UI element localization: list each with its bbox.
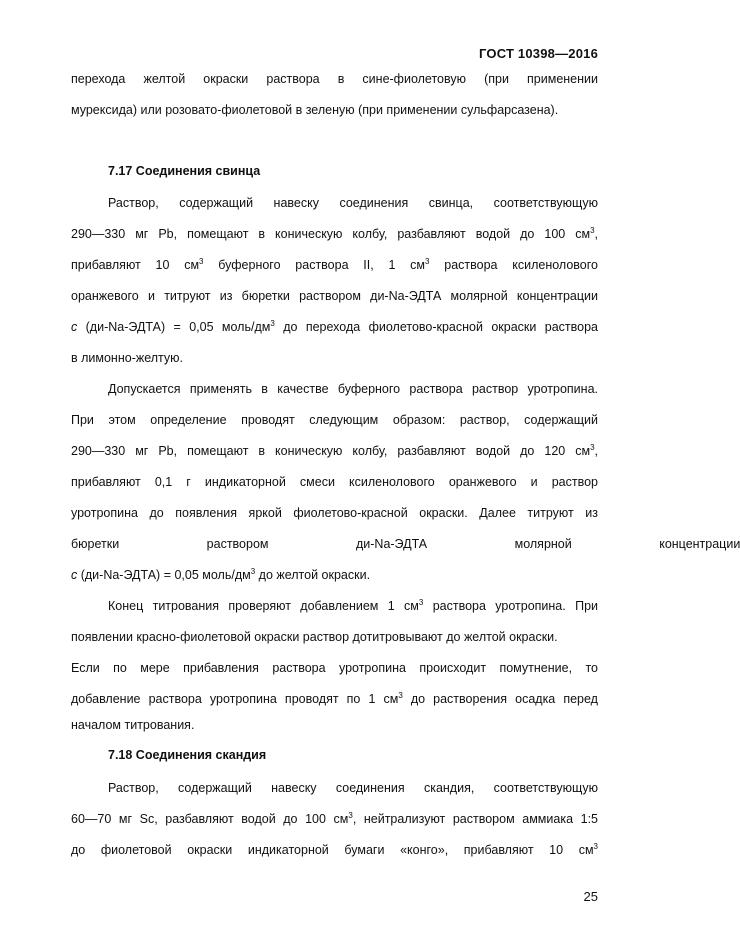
text-line: добавление раствора уротропина проводят по 1 $см^3$ до растворения осадка перед xyxy=(71,691,598,706)
text-line: 60—70 мг Sc, разбавляют водой до 100 $см^3$, нейтрализуют раствором аммиака 1:5 xyxy=(71,811,598,826)
page-number: 25 xyxy=(583,889,598,904)
text-line: прибавляют 0,1 г индикаторной смеси ксиленолового оранжевого и раствор xyxy=(71,475,598,489)
text-line: бюретки раствором ди-Na-ЭДТА молярной концентрации xyxy=(71,537,740,551)
text-line: началом титрования. xyxy=(71,718,195,732)
text-line: до фиолетовой окраски индикаторной бумаги «конго», прибавляют 10 $см^3$ xyxy=(71,842,598,857)
text-line: c (ди-Na-ЭДТА) = 0,05 моль/$дм^3$ до желтой окраски. xyxy=(71,567,371,582)
text-line: Раствор, содержащий навеску соединения скандия, соответствующую xyxy=(108,781,598,795)
text-line: уротропина до появления яркой фиолетово-красной окраски. Далее титруют из xyxy=(71,506,598,520)
text-line: Если по мере прибавления раствора уротропина происходит помутнение, то xyxy=(71,661,598,675)
text-line: 290—330 мг Pb, помещают в коническую колбу, разбавляют водой до 120 $см^3$, xyxy=(71,443,598,458)
text-line: появлении красно-фиолетовой окраски раствор дотитровывают до желтой окраски. xyxy=(71,630,558,644)
text-line: в лимонно-желтую. xyxy=(71,351,184,365)
text-line: Конец титрования проверяют добавлением 1 $см^3$ раствора уротропина. При xyxy=(108,598,598,613)
text-line: оранжевого и титруют из бюретки раствором ди-Na-ЭДТА молярной концентрации xyxy=(71,289,598,303)
section-heading-7-17: 7.17 Соединения свинца xyxy=(108,164,261,178)
text-line: перехода желтой окраски раствора в сине-фиолетовую (при применении xyxy=(71,72,598,86)
text-line: 290—330 мг Pb, помещают в коническую колбу, разбавляют водой до 100 $см^3$, xyxy=(71,226,598,241)
text-line: прибавляют 10 $см^3$ буферного раствора II, 1 $см^3$ раствора ксиленолового xyxy=(71,257,598,272)
text-line: мурексида) или розовато-фиолетовой в зеленую (при применении сульфарсазена). xyxy=(71,103,559,117)
section-heading-7-18: 7.18 Соединения скандия xyxy=(108,748,267,762)
text-line: При этом определение проводят следующим образом: раствор, содержащий xyxy=(71,413,598,427)
text-line: c (ди-Na-ЭДТА) = 0,05 моль/$дм^3$ до перехода фиолетово-красной окраски раствора xyxy=(71,319,599,334)
text-line: Допускается применять в качестве буферного раствора раствор уротропина. xyxy=(108,382,598,396)
document-header: ГОСТ 10398—2016 xyxy=(479,46,598,61)
text-line: Раствор, содержащий навеску соединения свинца, соответствующую xyxy=(108,196,598,210)
